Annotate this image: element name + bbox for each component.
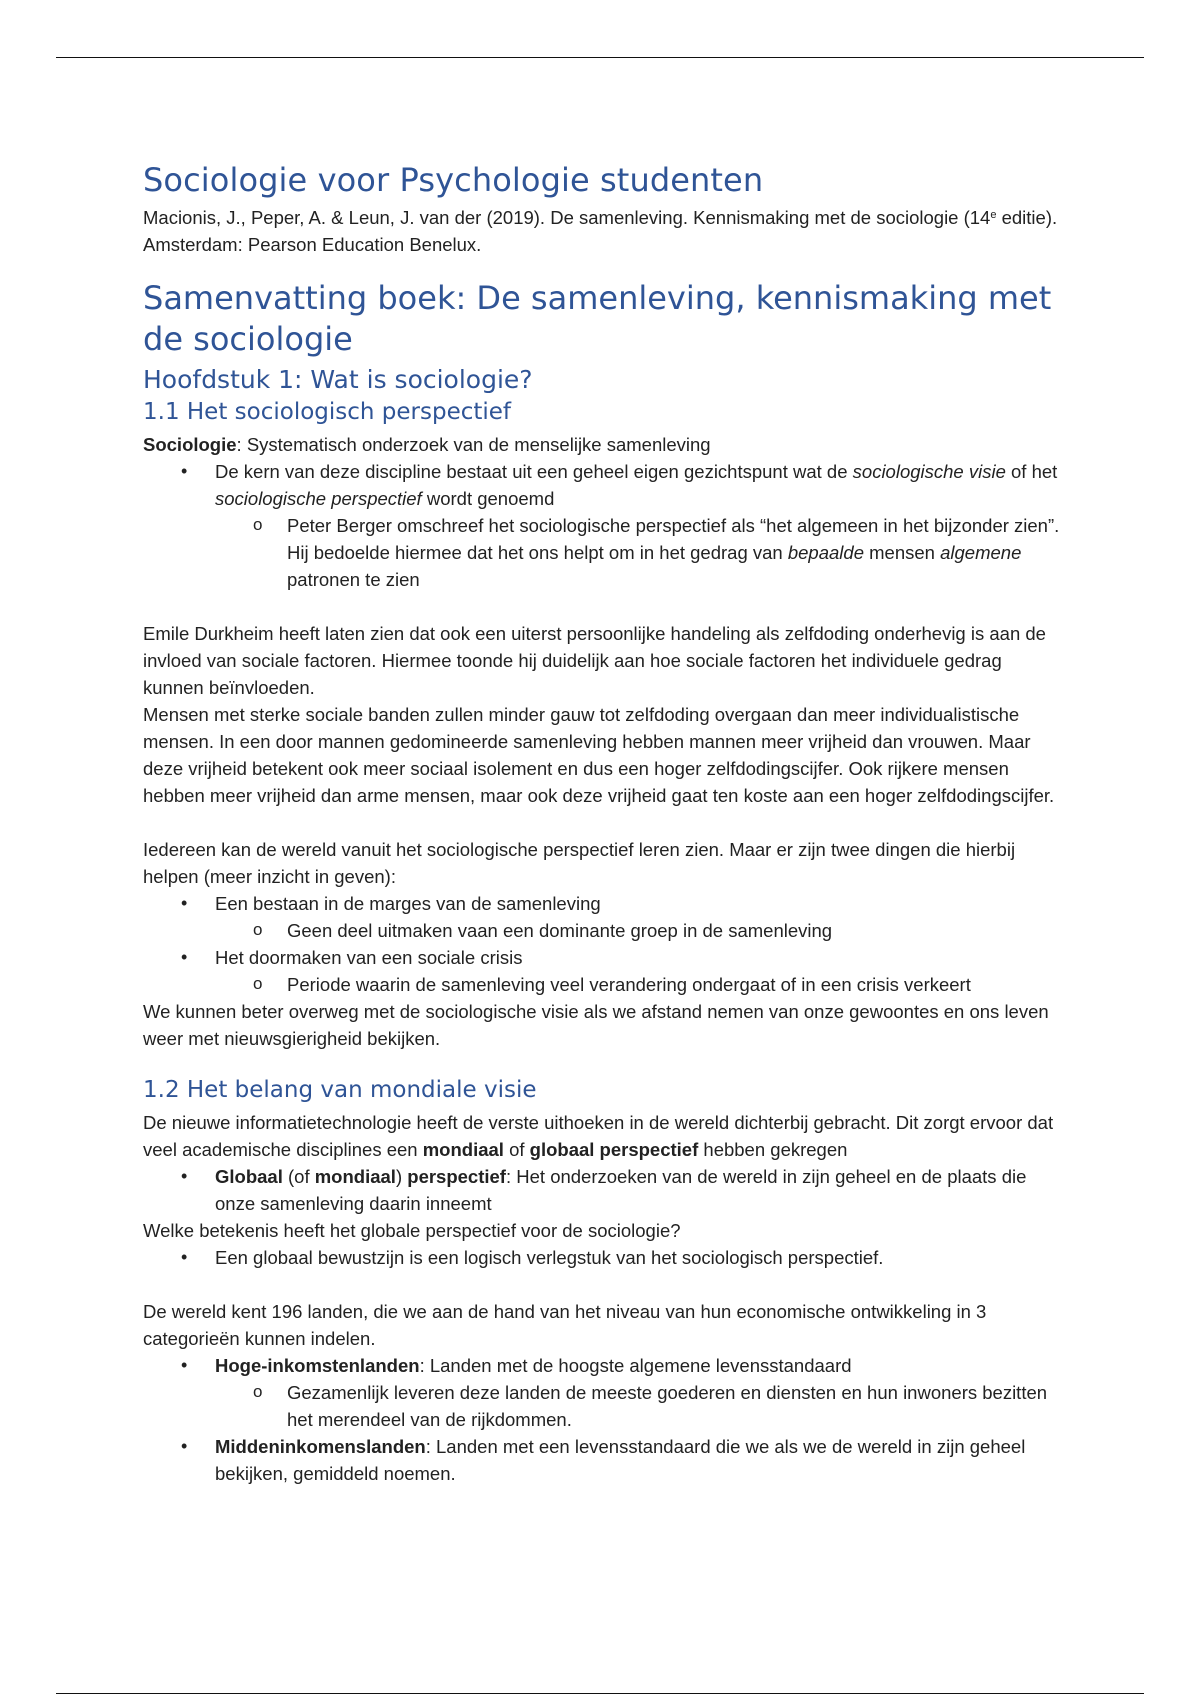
emphasis: algemene (940, 542, 1022, 564)
list-item-text: mensen (864, 542, 941, 564)
list-item-text: Het doormaken van een sociale crisis (215, 947, 523, 969)
list-item (215, 944, 1063, 998)
emphasis: sociologische perspectief (215, 488, 422, 510)
paragraph-closing: We kunnen beter overweg met de sociologische visie als we afstand nemen van onze gewoontes en ons leven weer met nieuwsgierigheid bekijken. (143, 1001, 1049, 1050)
section-heading-1-2: 1.2 Het belang van mondiale visie (143, 1077, 537, 1104)
list-item-text: De kern van deze discipline bestaat uit een geheel eigen gezichtspunt wat de (215, 461, 853, 483)
bold-term: Hoge-inkomstenlanden (215, 1354, 420, 1376)
citation-superscript: e (990, 209, 997, 221)
paragraph-iedereen: Iedereen kan de wereld vanuit het sociologische perspectief leren zien. Maar er zijn twee dingen die hierbij helpen (meer inzicht in geven): (143, 839, 1016, 888)
bold-term: Middeninkomenslanden (215, 1435, 426, 1457)
list-item (215, 1433, 1063, 1487)
emphasis: sociologische visie (852, 461, 1006, 483)
sub-list-item: o Periode waarin de samenleving veel verandering ondergaat of in een crisis verkeert (287, 971, 1063, 998)
sub-list-item: o Gezamenlijk leveren deze landen de meeste goederen en diensten en hun inwoners bezitten het merendeel van de rijkdommen. (287, 1379, 1063, 1433)
list-item: • Een globaal bewustzijn is een logisch verlegstuk van het sociologisch perspectief. (215, 1244, 1063, 1271)
paragraph-text: De nieuwe informatietechnologie heeft de verste uithoeken in de wereld dichterbij gebracht. Dit zorgt ervoor dat veel academische disciplines een (143, 1111, 1054, 1160)
bullet-list (143, 890, 1063, 998)
list-item-text: Peter Berger omschreef het sociologische perspectief als “het algemeen in het bijzonder zien”. Hij bedoelde hiermee dat het ons helpt om in het gedrag van (287, 515, 1060, 564)
list-item (215, 1352, 1063, 1433)
sub-list-item (287, 512, 1063, 593)
list-item-text: Een bestaan in de marges van de samenleving (215, 893, 601, 915)
list-item-text: wordt genoemd (421, 488, 555, 510)
bold-term: globaal perspectief (529, 1138, 699, 1160)
paragraph-question: Welke betekenis heeft het globale perspectief voor de sociologie? (143, 1219, 681, 1241)
bold-term: Globaal (215, 1165, 283, 1187)
bold-term: mondiaal (422, 1138, 504, 1160)
list-item-text: (of (282, 1165, 315, 1187)
bold-term: mondiaal (314, 1165, 396, 1187)
citation (143, 204, 1063, 258)
document-title: Sociologie voor Psychologie studenten (143, 161, 764, 199)
list-item (215, 1163, 1063, 1217)
list-item (215, 458, 1063, 593)
list-item-text: : Landen met de hoogste algemene levensstandaard (419, 1354, 852, 1376)
paragraph-technology (143, 1109, 1063, 1163)
sub-list (215, 971, 1063, 998)
paragraph-countries: De wereld kent 196 landen, die we aan de hand van het niveau van hun economische ontwikkeling in 3 categorieën kunnen indelen. (143, 1300, 987, 1349)
emphasis: bepaalde (787, 542, 864, 564)
sub-list (215, 917, 1063, 944)
bullet-list (143, 1163, 1063, 1217)
citation-tail: editie). Amsterdam: Pearson Education Benelux. (143, 207, 1058, 255)
list-item-text: : Landen met een levensstandaard die we als we de wereld in zijn geheel bekijken, gemiddeld noemen. (215, 1435, 1026, 1484)
definition-text: : Systematisch onderzoek van de menselijke samenleving (236, 434, 711, 456)
list-item-text: patronen te zien (287, 569, 420, 591)
list-item-text: of het (1005, 461, 1058, 483)
document-body (143, 160, 1063, 1487)
paragraph-text: hebben gekregen (698, 1138, 848, 1160)
bullet-list (143, 1244, 1063, 1271)
list-item (215, 890, 1063, 944)
citation-text: Macionis, J., Peper, A. & Leun, J. van der (2019). De samenleving. Kennismaking met de sociologie (14 (143, 207, 991, 228)
list-item-text: : Het onderzoeken van de wereld in zijn geheel en de plaats die onze samenleving daarin inneemt (215, 1165, 1027, 1214)
paragraph-social-bonds: Mensen met sterke sociale banden zullen minder gauw tot zelfdoding overgaan dan meer individualistische mensen. In een door mannen gedomineerde samenleving hebben mannen meer vrijheid dan vrouwen. Maar deze vrijheid betekent ook meer sociaal isolement en dus een hoger zelfdodingscijfer. Ook rijkere mensen hebben meer vrijheid dan arme mensen, maar ook deze vrijheid gaat ten koste aan een hoger zelfdodingscijfer. (143, 704, 1055, 807)
summary-title: Samenvatting boek: De samenleving, kennismaking met de sociologie (143, 279, 1052, 358)
definition-sociologie (143, 431, 1063, 458)
header-rule (56, 57, 1144, 58)
paragraph-durkheim: Emile Durkheim heeft laten zien dat ook een uiterst persoonlijke handeling als zelfdoding onderhevig is aan de invloed van sociale factoren. Hiermee toonde hij duidelijk aan hoe sociale factoren het individuele gedrag kunnen beïnvloeden. (143, 623, 1046, 699)
sub-list-item: o Geen deel uitmaken vaan een dominante groep in de samenleving (287, 917, 1063, 944)
list-item-text: ) (395, 1165, 408, 1187)
definition-term: Sociologie (143, 434, 237, 456)
footer-rule (56, 1693, 1144, 1694)
bold-term: perspectief (407, 1165, 506, 1187)
bullet-list (143, 458, 1063, 593)
sub-list (215, 1379, 1063, 1433)
sub-list (215, 512, 1063, 593)
paragraph-text: of (503, 1138, 530, 1160)
section-heading-1-1: 1.1 Het sociologisch perspectief (143, 399, 512, 426)
chapter-title: Hoofdstuk 1: Wat is sociologie? (143, 364, 533, 394)
bullet-list (143, 1352, 1063, 1487)
